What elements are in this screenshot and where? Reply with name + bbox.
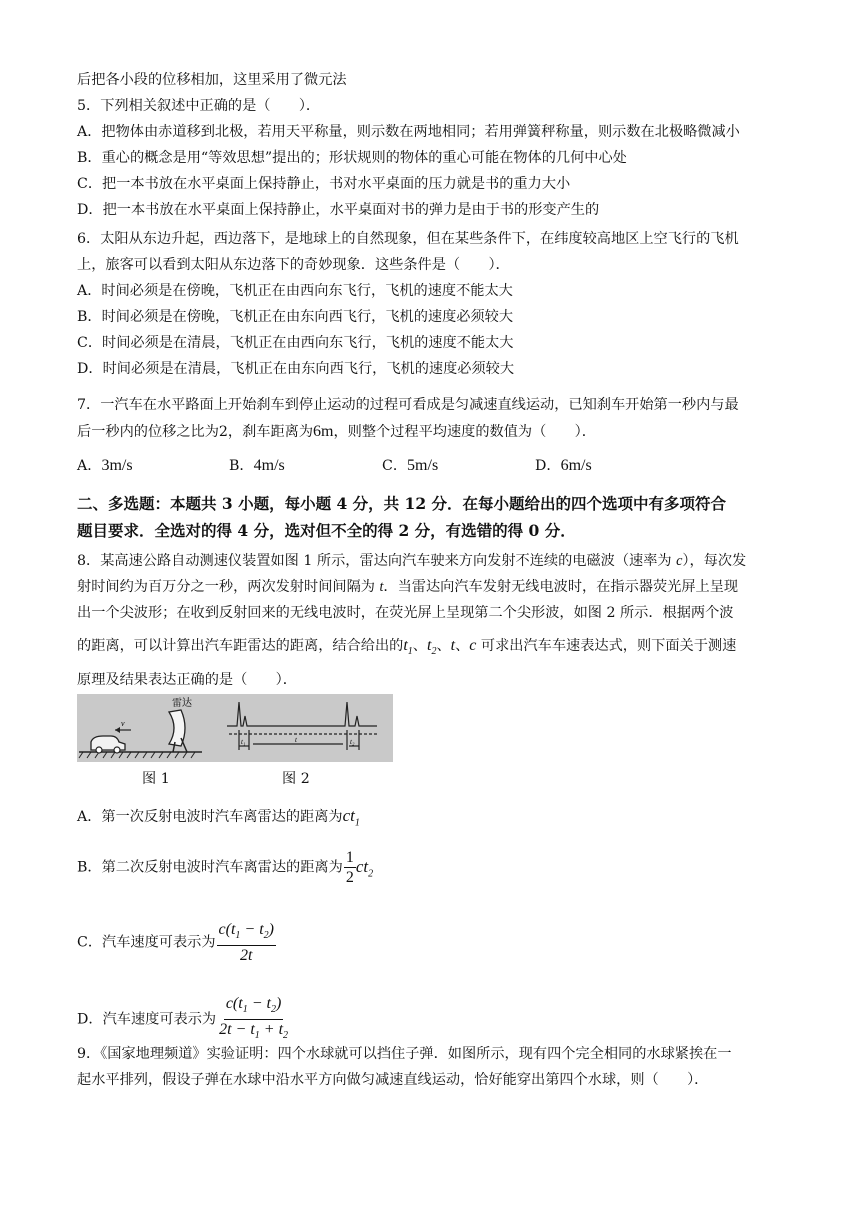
option-7b: B．4m/s	[229, 457, 285, 474]
question-9-line1: 9．《国家地理频道》实验证明：四个水球就可以挡住子弹．如图所示，现有四个完全相同的水球紧挨在一	[77, 1046, 732, 1062]
text-segment: ，则整个过程平均速度的数值为（ ）．	[333, 424, 596, 440]
math-fraction: $\frac{c(t_1 - t_2)}{2t - t_1 + t_2}$	[219, 995, 289, 1042]
question-6-line1: 6．太阳从东边升起，西边落下，是地球上的自然现象，但在某些条件下，在纬度较高地区上空飞行的飞机	[77, 231, 739, 247]
figure-1-caption: 图 1	[142, 771, 170, 787]
waveform-icon	[227, 702, 377, 750]
option-5c: C．把一本书放在水平桌面上保持静止，书对水平桌面的压力就是书的重力大小	[77, 176, 571, 192]
figure-2-caption: 图 2	[282, 771, 310, 787]
text-line: 后把各小段的位移相加，这里采用了微元法	[77, 72, 347, 88]
option-6b: B．时间必须是在傍晚，飞机正在由东向西飞行，飞机的速度必须较大	[77, 309, 514, 325]
option-8b: B．第二次反射电波时汽车离雷达的距离为 $\frac{1}{2}$ $ct_2$	[77, 849, 374, 886]
question-7-options	[77, 456, 592, 476]
svg-text:t₂: t₂	[350, 738, 355, 746]
section-2-header-line2: 题目要求．全选对的得 4 分，选对但不全的得 2 分，有选错的得 0 分．	[77, 521, 576, 540]
option-7a: A．3m/s	[77, 457, 133, 474]
option-8c: C．汽车速度可表示为 $\frac{c(t_1 - t_2)}{2t}$	[77, 921, 274, 965]
math-expression: $ct_1$	[342, 806, 360, 829]
option-7d: D．6m/s	[535, 457, 592, 474]
car-icon	[91, 736, 125, 753]
question-8-line3: 出一个尖波形；在收到反射回来的无线电波时，在荧光屏上呈现第二个尖形波，如图 2 所示．根据两个波	[77, 605, 734, 621]
option-7c: C．5m/s	[382, 457, 439, 474]
math-value: 6m	[313, 423, 334, 440]
radar-figure	[77, 694, 393, 762]
question-7-line1: 7．一汽车在水平路面上开始刹车到停止运动的过程可看成是匀减速直线运动，已知刹车开始第一秒内与最	[77, 397, 739, 413]
question-5: 5．下列相关叙述中正确的是（ ）．	[77, 98, 321, 114]
option-8d: D．汽车速度可表示为 $\frac{c(t_1 - t_2)}{2t - t_1 + t_2}$	[77, 994, 290, 1045]
question-8-line1: 8．某高速公路自动测速仪装置如图 1 所示，雷达向汽车驶来方向发射不连续的电磁波（速率为 c），每次发	[77, 553, 747, 569]
option-8a: A．第一次反射电波时汽车离雷达的距离为$ct_1$	[77, 806, 360, 829]
question-8-line2: 射时间约为百万分之一秒，两次发射时间间隔为 t．当雷达向汽车发射无线电波时，在指示器荧光屏上呈现	[77, 579, 739, 595]
option-5b: B．重心的概念是用“等效思想”提出的；形状规则的物体的重心可能在物体的几何中心处	[77, 150, 627, 166]
svg-text:t: t	[295, 736, 297, 744]
radar-diagram	[77, 694, 393, 762]
radar-icon	[169, 710, 187, 752]
math-fraction: $\frac{1}{2}$	[345, 849, 354, 886]
text-segment: 后一秒内的位移之比为2，刹车距离为	[77, 424, 314, 440]
math-fraction: $\frac{c(t_1 - t_2)}{2t}$	[218, 921, 274, 965]
option-6c: C．时间必须是在清晨，飞机正在由西向东飞行，飞机的速度不能太大	[77, 335, 514, 351]
svg-text:v: v	[121, 719, 125, 728]
question-9-line2: 起水平排列，假设子弹在水球中沿水平方向做匀减速直线运动，恰好能穿出第四个水球，则（ ）．	[77, 1072, 709, 1088]
radar-label: 雷达	[172, 698, 192, 709]
question-7-line2	[77, 422, 596, 442]
question-8-line5: 原理及结果表达正确的是（ ）．	[77, 672, 297, 688]
question-6-line2: 上，旅客可以看到太阳从东边落下的奇妙现象．这些条件是（ ）．	[77, 257, 510, 273]
svg-text:t₁: t₁	[241, 738, 246, 746]
question-8-line4: 的距离，可以计算出汽车距雷达的距离，结合给出的$t_1$、$t_2$、t、c 可求出汽车车速表达式，则下面关于测速	[77, 637, 737, 658]
section-2-header-line1: 二、多选题：本题共 3 小题，每小题 4 分，共 12 分．在每小题给出的四个选项中有多项符合	[77, 494, 727, 513]
option-5a: A．把物体由赤道移到北极，若用天平称量，则示数在两地相同；若用弹簧秤称量，则示数在北极略微减小	[77, 124, 740, 140]
option-5d: D．把一本书放在水平桌面上保持静止，水平桌面对书的弹力是由于书的形变产生的	[77, 202, 600, 218]
option-6d: D．时间必须是在清晨，飞机正在由东向西飞行，飞机的速度必须较大	[77, 361, 515, 377]
option-6a: A．时间必须是在傍晚，飞机正在由西向东飞行，飞机的速度不能太大	[77, 283, 513, 299]
